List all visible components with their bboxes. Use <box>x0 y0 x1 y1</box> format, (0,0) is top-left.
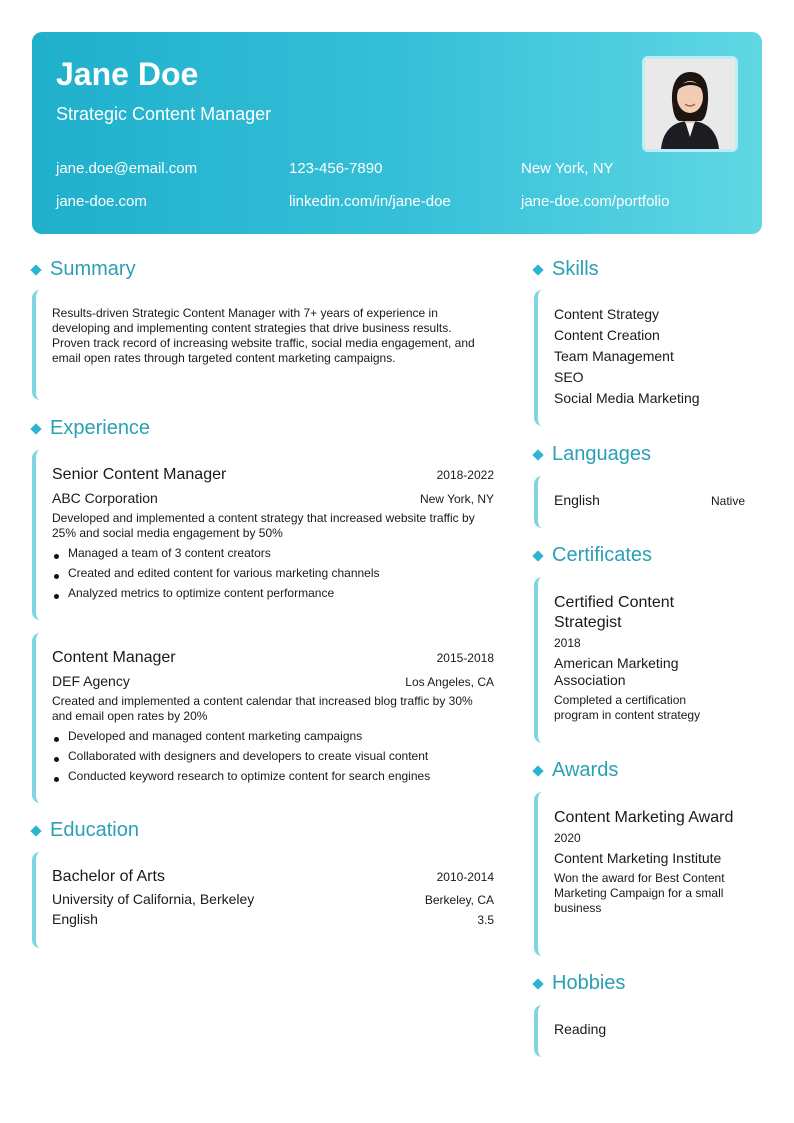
hobbies-title: Hobbies <box>552 972 626 994</box>
award-issuer: Content Marketing Institute <box>554 850 722 866</box>
contact-portfolio[interactable]: jane-doe.com/portfolio <box>521 193 670 210</box>
award-description: Won the award for Best Content Marketing Campaign for a small business <box>554 871 725 915</box>
education-heading <box>30 819 139 842</box>
job-location: Los Angeles, CA <box>405 675 494 689</box>
languages-heading <box>532 443 651 466</box>
list-item: Analyzed metrics to optimize content performance <box>52 583 494 603</box>
certificate-name: Certified Content Strategist <box>554 594 675 631</box>
diamond-icon <box>30 264 41 275</box>
contact-linkedin[interactable]: linkedin.com/in/jane-doe <box>289 193 451 210</box>
education-field: English <box>52 911 98 927</box>
certificates-title: Certificates <box>552 544 653 566</box>
languages-block <box>534 476 754 528</box>
skills-heading <box>532 258 599 281</box>
skill-item: Content Creation <box>554 327 660 343</box>
hobby-item: Reading <box>554 1021 607 1037</box>
diamond-icon <box>30 825 41 836</box>
certificates-heading <box>532 544 652 567</box>
candidate-title: Strategic Content Manager <box>56 104 272 124</box>
job-company: ABC Corporation <box>52 490 158 506</box>
job-description: Created and implemented a content calendar that increased blog traffic by 30% and email open rates by 20% <box>52 694 473 723</box>
education-title: Education <box>50 819 139 841</box>
education-school: University of California, Berkeley <box>52 891 255 907</box>
job-dates: 2015-2018 <box>436 651 494 665</box>
awards-title: Awards <box>552 759 619 781</box>
education-location: Berkeley, CA <box>424 893 494 907</box>
diamond-icon <box>532 765 543 776</box>
languages-title: Languages <box>552 443 651 465</box>
job-role: Senior Content Manager <box>52 466 227 483</box>
contact-email[interactable]: jane.doe@email.com <box>56 160 198 177</box>
diamond-icon <box>30 423 41 434</box>
diamond-icon <box>532 264 543 275</box>
skill-item: SEO <box>554 369 584 385</box>
experience-title: Experience <box>50 417 151 439</box>
skill-item: Team Management <box>554 348 674 364</box>
job-description: Developed and implemented a content strategy that increased website traffic by 25% and social media engagement by 50% <box>52 511 475 540</box>
award-year: 2020 <box>554 831 581 845</box>
list-item: Developed and managed content marketing campaigns <box>52 726 494 746</box>
language-level: Native <box>710 494 745 508</box>
candidate-name: Jane Doe <box>56 56 199 92</box>
job-bullets <box>52 543 494 603</box>
certificates-block <box>534 577 754 743</box>
profile-photo <box>642 56 738 152</box>
language-name: English <box>554 492 600 508</box>
skill-item: Content Strategy <box>554 306 660 322</box>
experience-item <box>32 633 496 803</box>
diamond-icon <box>532 978 543 989</box>
education-degree: Bachelor of Arts <box>52 868 165 885</box>
contact-phone[interactable]: 123-456-7890 <box>289 160 383 177</box>
hobbies-heading <box>532 972 625 995</box>
experience-item <box>32 450 496 620</box>
list-item: Managed a team of 3 content creators <box>52 543 494 563</box>
awards-heading <box>532 759 618 782</box>
certificate-description: Completed a certification program in content strategy <box>554 693 701 722</box>
award-name: Content Marketing Award <box>554 809 734 826</box>
education-dates: 2010-2014 <box>436 870 494 884</box>
summary-heading <box>30 258 136 281</box>
diamond-icon <box>532 449 543 460</box>
job-company: DEF Agency <box>52 673 130 689</box>
contact-location: New York, NY <box>521 160 614 177</box>
summary-text: Results-driven Strategic Content Manager with 7+ years of experience in developing and implementing content strategies that drive business results. Proven track record of increasing website traffic, social media engagement, and email open rates through targeted content marketing campaigns. <box>52 306 475 365</box>
job-bullets <box>52 726 494 786</box>
contact-website[interactable]: jane-doe.com <box>56 193 147 210</box>
education-block <box>32 852 496 948</box>
diamond-icon <box>532 550 543 561</box>
job-dates: 2018-2022 <box>436 468 494 482</box>
job-role: Content Manager <box>52 649 176 666</box>
skills-block <box>534 290 754 426</box>
job-location: New York, NY <box>419 492 494 506</box>
experience-heading <box>30 417 150 440</box>
resume-header <box>32 32 762 234</box>
certificate-issuer: American Marketing Association <box>554 655 679 688</box>
list-item: Conducted keyword research to optimize content for search engines <box>52 766 494 786</box>
certificate-year: 2018 <box>554 636 581 650</box>
awards-block <box>534 792 754 956</box>
education-gpa: 3.5 <box>477 913 494 927</box>
portrait-image <box>645 59 735 149</box>
skills-title: Skills <box>552 258 599 280</box>
summary-block <box>32 290 496 400</box>
skill-item: Social Media Marketing <box>554 390 700 406</box>
hobbies-block <box>534 1005 754 1057</box>
list-item: Created and edited content for various marketing channels <box>52 563 494 583</box>
list-item: Collaborated with designers and developers to create visual content <box>52 746 494 766</box>
summary-title: Summary <box>50 258 136 280</box>
